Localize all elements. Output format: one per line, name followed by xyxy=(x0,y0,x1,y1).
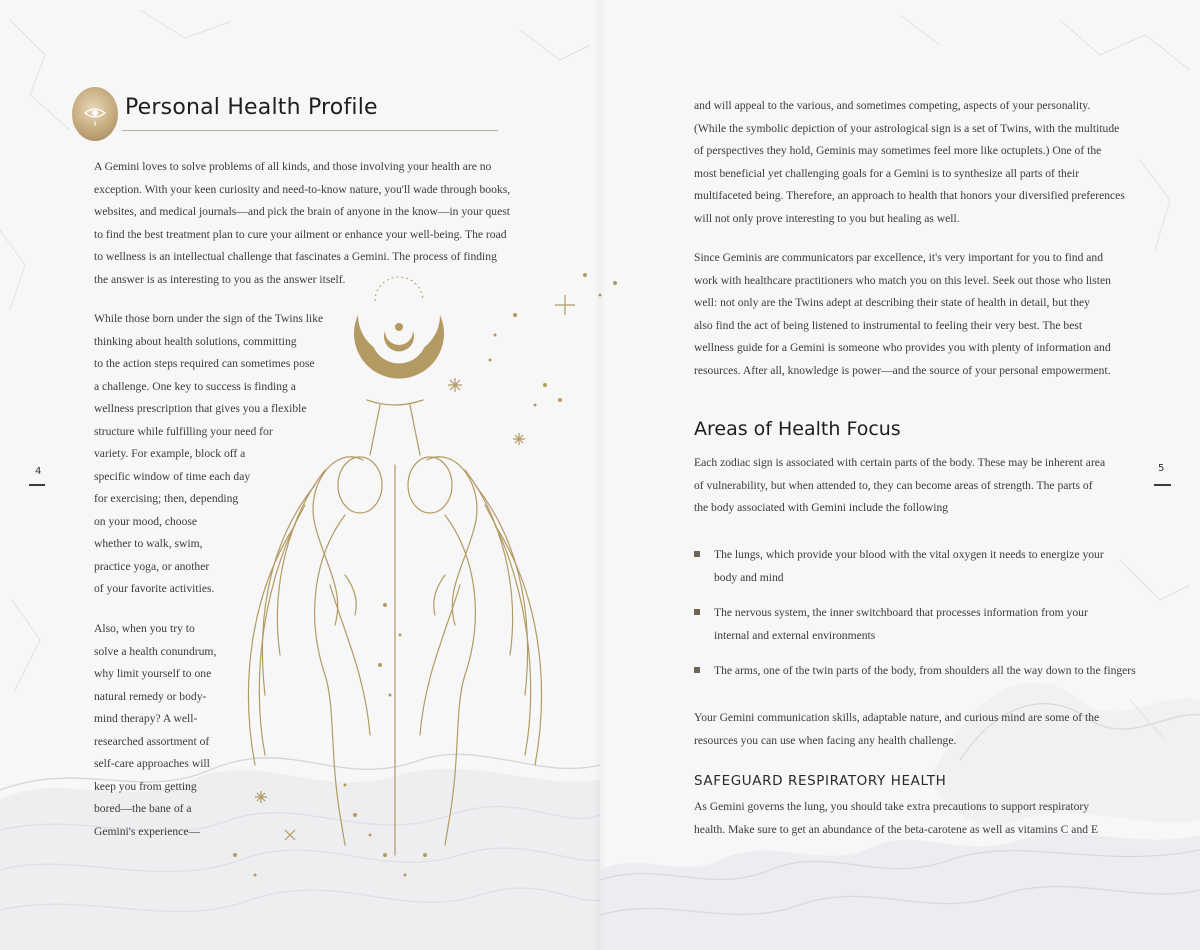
text-line: natural remedy or body- xyxy=(94,689,207,703)
square-bullet-icon xyxy=(694,667,700,673)
text-line: keep you from getting xyxy=(94,779,197,793)
closing-paragraph xyxy=(694,707,1114,752)
text-line: wellness guide for a Gemini is someone who provides you with plenty of information and xyxy=(694,341,1111,354)
bullet-text xyxy=(714,660,1136,683)
text-line: self-care approaches will xyxy=(94,757,210,770)
text-line: Also, when you try to xyxy=(94,622,195,635)
crescent-moon-icon xyxy=(354,277,444,379)
text-line: The arms, one of the twin parts of the body, from shoulders all the way down to the fingers xyxy=(714,664,1136,677)
subsection-paragraph xyxy=(694,796,1114,841)
gemini-twins-illustration xyxy=(195,255,655,895)
text-line: body and mind xyxy=(714,570,784,584)
text-line: solve a health conundrum, xyxy=(94,644,217,658)
twins-figures xyxy=(248,400,541,855)
text-line: a challenge. One key to success is finding a xyxy=(94,379,296,393)
text-line: whether to walk, swim, xyxy=(94,537,203,550)
text-line: well: not only are the Twins adept at describing their state of health in detail, but they xyxy=(694,296,1090,309)
page-number: 4 xyxy=(35,466,42,477)
text-line: multifaceted being. Therefore, an approach to health that honors your diversified preferences xyxy=(694,189,1125,202)
text-line: to wellness is an intellectual challenge that fascinates a Gemini. The process of finding xyxy=(94,250,497,263)
text-line: and will appeal to the various, and sometimes competing, aspects of your personality. xyxy=(694,99,1091,112)
text-line: (While the symbolic depiction of your astrological sign is a set of Twins, with the multitude xyxy=(694,121,1120,135)
text-line: internal and external environments xyxy=(714,628,876,642)
text-line: the answer is as interesting to you as the answer itself. xyxy=(94,272,346,286)
text-line: Gemini's experience— xyxy=(94,824,201,838)
page-number-rule xyxy=(1154,484,1171,486)
text-line: specific window of time each day xyxy=(94,469,251,483)
section-header xyxy=(72,87,500,139)
text-line: As Gemini governs the lung, you should take extra precautions to support respiratory xyxy=(694,800,1090,813)
text-line: of perspectives they hold, Geminis may sometimes feel more like octuplets.) One of the xyxy=(694,144,1102,157)
text-line: While those born under the sign of the Twins like xyxy=(94,312,324,325)
text-line: thinking about health solutions, committing xyxy=(94,334,297,348)
page-number-rule xyxy=(29,484,45,486)
text-line: the body associated with Gemini include the following xyxy=(694,501,949,514)
text-line: health. Make sure to get an abundance of the beta-carotene as well as vitamins C and E xyxy=(694,822,1099,836)
text-line: The nervous system, the inner switchboard that processes information from your xyxy=(714,606,1088,619)
text-line: of vulnerability, but when attended to, they can become areas of strength. The parts of xyxy=(694,478,1093,492)
body-paragraph-communicators xyxy=(694,247,1114,382)
square-bullet-icon xyxy=(694,609,700,615)
text-line: wellness prescription that gives you a flexible xyxy=(94,402,307,415)
eye-icon xyxy=(72,87,118,141)
text-line: why limit yourself to one xyxy=(94,667,212,680)
text-line: Your Gemini communication skills, adaptable nature, and curious mind are some of the xyxy=(694,711,1100,724)
text-line: to find the best treatment plan to cure your ailment or enhance your well-being. The road xyxy=(94,227,507,241)
text-line: researched assortment of xyxy=(94,734,210,748)
text-line: practice yoga, or another xyxy=(94,559,210,573)
text-line: also find the act of being listened to instrumental to feeling their very best. The best xyxy=(694,318,1083,332)
text-line: bored—the bane of a xyxy=(94,802,192,815)
text-line: to the action steps required can sometimes pose xyxy=(94,357,315,370)
text-line: Since Geminis are communicators par excellence, it's very important for you to find and xyxy=(694,251,1104,264)
text-line: A Gemini loves to solve problems of all kinds, and those involving your health are no xyxy=(94,160,492,173)
text-line: Each zodiac sign is associated with certain parts of the body. These may be inherent area xyxy=(694,456,1106,469)
text-line: websites, and medical journals—and pick the brain of anyone in the know—in your quest xyxy=(94,205,510,218)
page-title: Personal Health Profile xyxy=(125,95,378,120)
text-line: resources. After all, knowledge is power—and the source of your personal empowerment. xyxy=(694,363,1111,377)
section-intro-paragraph xyxy=(694,452,1114,520)
bullet-text xyxy=(714,544,1104,589)
subsection-heading: SAFEGUARD RESPIRATORY HEALTH xyxy=(694,773,947,789)
bullet-text xyxy=(714,602,1088,647)
text-line: variety. For example, block off a xyxy=(94,447,246,460)
text-line: work with healthcare practitioners who match you on this level. Seek out those who listen xyxy=(694,273,1111,287)
text-line: for exercising; then, depending xyxy=(94,492,239,505)
text-line: structure while fulfilling your need for xyxy=(94,424,273,438)
text-line: exception. With your keen curiosity and need-to-know nature, you'll wade through books, xyxy=(94,182,511,196)
text-line: of your favorite activities. xyxy=(94,582,215,595)
text-line: mind therapy? A well- xyxy=(94,712,198,725)
section-heading: Areas of Health Focus xyxy=(694,418,901,440)
sparkle-icons xyxy=(255,295,575,840)
text-line: most beneficial yet challenging goals for a Gemini is to synthesize all parts of their xyxy=(694,166,1080,180)
continuation-paragraph xyxy=(694,95,1125,230)
text-line: on your mood, choose xyxy=(94,514,198,528)
text-line: will not only prove interesting to you but healing as well. xyxy=(694,211,960,225)
square-bullet-icon xyxy=(694,551,700,557)
text-line: The lungs, which provide your blood with the vital oxygen it needs to energize your xyxy=(714,548,1104,561)
header-rule xyxy=(122,130,498,131)
page-number: 5 xyxy=(1158,463,1165,474)
text-line: resources you can use when facing any health challenge. xyxy=(694,733,957,747)
